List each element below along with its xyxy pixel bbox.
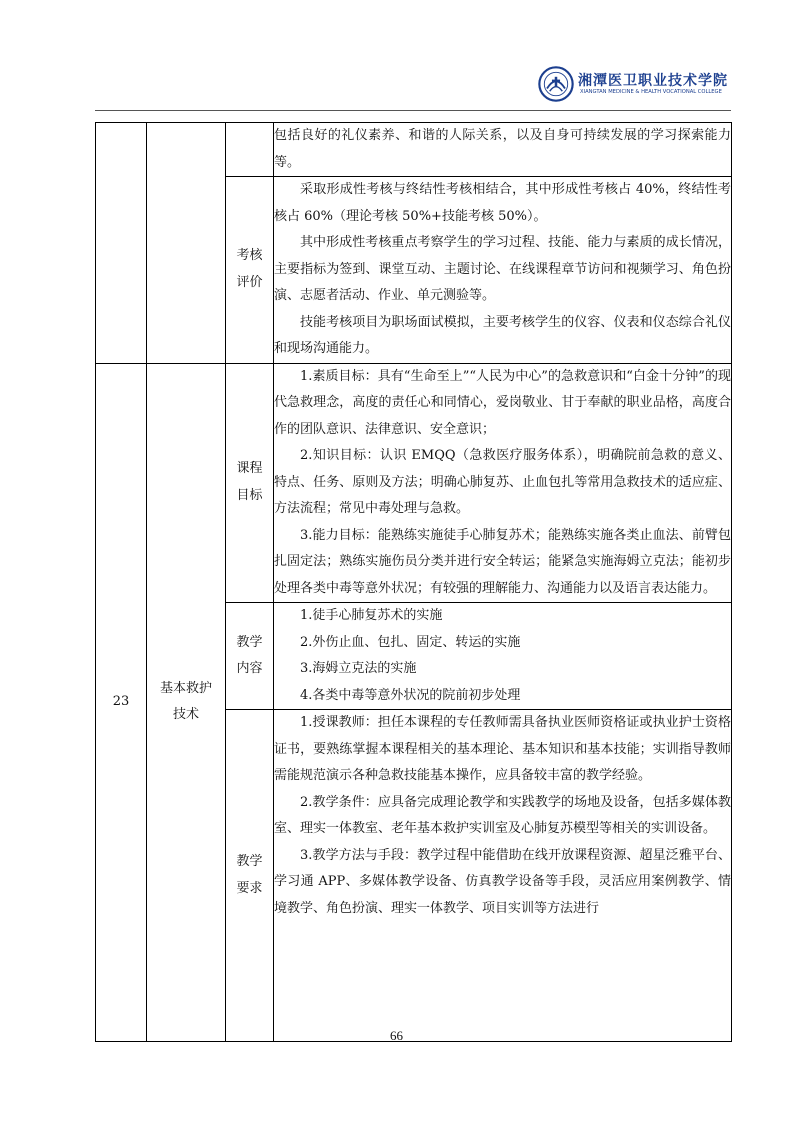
course-name-line: 技术 (172, 707, 199, 723)
header-divider (95, 110, 731, 111)
objectives-content (274, 363, 732, 603)
assessment-content (274, 177, 732, 364)
page-number: 66 (390, 1028, 403, 1043)
list-item: 4.各类中毒等意外状况的院前初步处理 (300, 687, 521, 703)
requirements-label: 教学 要求 (226, 710, 274, 1042)
paragraph: 技能考核项目为职场面试模拟，主要考核学生的仪容、仪表和仪态综合礼仪和现场沟通能力。 (274, 314, 731, 356)
table-row (96, 363, 732, 603)
college-name-en: XIANGTAN MEDICINE & HEALTH VOCATIONAL COLLEGE (580, 89, 722, 95)
content-list (274, 603, 732, 710)
course-number: 23 (112, 694, 130, 709)
prev-category-cell (226, 123, 274, 177)
paragraph: 2.教学条件：应具备完成理论教学和实践教学的场地及设备，包括多媒体教室、理实一体教室、老年基本救护实训室及心肺复苏模型等相关的实训设备。 (274, 794, 731, 836)
paragraph: 1.授课教师：担任本课程的专任教师需具备执业医师资格证或执业护士资格证书，要熟练掌握本课程相关的基本理论、基本知识和基本技能；实训指导教师需能规范演示各种急救技能基本操作，应具备较丰富的教学经验。 (274, 715, 731, 783)
prev-content-cell (274, 123, 732, 177)
page-header (0, 0, 793, 112)
paragraph: 1.素质目标：具有“生命至上”“人民为中心”的急救意识和“白金十分钟”的现代急救理念，高度的责任心和同情心，爱岗敬业、甘于奉献的职业品格，高度合作的团队意识、法律意识、安全意识； (274, 368, 731, 437)
objectives-label: 课程 目标 (226, 363, 274, 603)
paragraph: 2.知识目标：认识 EMQQ（急救医疗服务体系），明确院前急救的意义、特点、任务、原则及方法；明确心肺复苏、止血包扎等常用急救技术的适应症、方法流程；常见中毒处理与急救。 (274, 448, 731, 516)
college-name-cn: 湘潭医卫职业技术学院 (578, 73, 728, 89)
assessment-label: 考核 评价 (226, 177, 274, 364)
continuation-text: 包括良好的礼仪素养、和谐的人际关系，以及自身可持续发展的学习探索能力等。 (274, 128, 731, 170)
requirements-content (274, 710, 732, 1042)
paragraph: 其中形成性考核重点考察学生的学习过程、技能、能力与素质的成长情况，主要指标为签到、课堂互动、主题讨论、在线课程章节访问和视频学习、角色扮演、志愿者活动、作业、单元测验等。 (274, 235, 731, 303)
course-name-line: 基本救护 (159, 680, 212, 696)
paragraph: 3.能力目标：能熟练实施徒手心肺复苏术；能熟练实施各类止血法、前臂包扎固定法；熟练实施伤员分类并进行安全转运；能紧急实施海姆立克法；能初步处理各类中毒等意外状况；有较强的理解能力、沟通能力以及语言表达能力。 (274, 527, 731, 596)
course-number-cell (96, 363, 147, 1042)
prev-number-cell (96, 123, 147, 364)
college-logo (538, 66, 574, 102)
curriculum-table (95, 122, 732, 1042)
list-item: 3.海姆立克法的实施 (300, 661, 417, 676)
paragraph: 3.教学方法与手段：教学过程中能借助在线开放课程资源、超星泛雅平台、学习通 APP、多媒体教学设备、仿真教学设备等手段，灵活应用案例教学、情境教学、角色扮演、理实一体教学、项目实训等方法进行 (274, 847, 731, 916)
list-item: 2.外伤止血、包扎、固定、转运的实施 (300, 634, 521, 650)
paragraph: 采取形成性考核与终结性考核相结合，其中形成性考核占 40%，终结性考核占 60%（理论考核 50%+技能考核 50%）。 (274, 182, 731, 224)
prev-name-cell (147, 123, 226, 364)
list-item: 1.徒手心肺复苏术的实施 (300, 608, 443, 623)
table-row (96, 123, 732, 177)
course-name-cell (147, 363, 226, 1042)
content-label: 教学 内容 (226, 603, 274, 710)
